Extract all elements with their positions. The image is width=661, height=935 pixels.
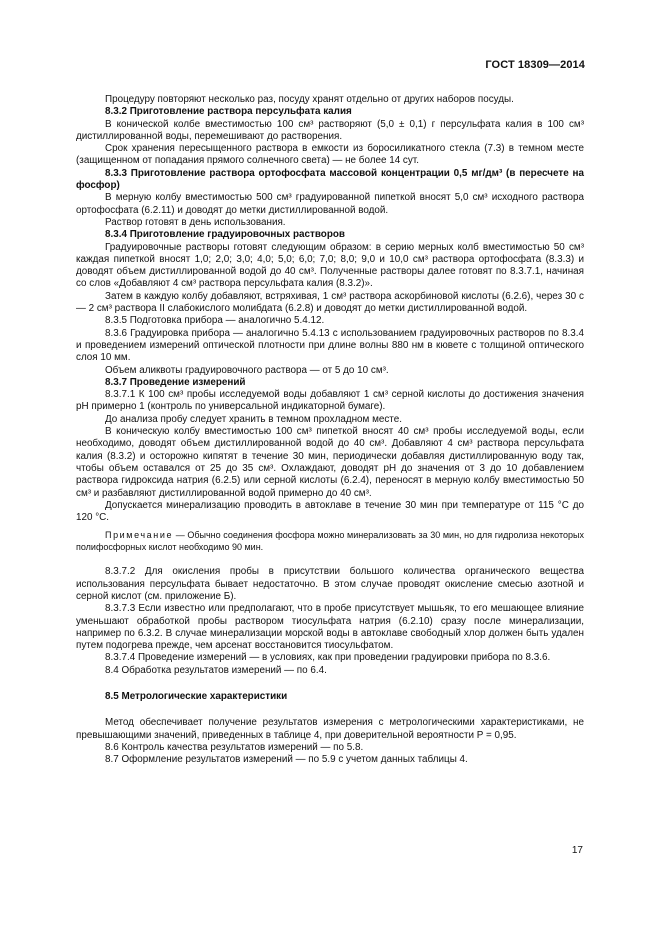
note-text: — Обычно соединения фосфора можно минерализовать за 30 мин, но для гидролиза некоторых полифосфорных кислот необходимо 90 мин. — [76, 530, 584, 552]
paragraph: В конической колбе вместимостью 100 см³ растворяют (5,0 ± 0,1) г персульфата калия в 100 см³ дистиллированной воды, перемешивают до растворения. — [76, 118, 584, 142]
section-heading-8-3-7: 8.3.7 Проведение измерений — [105, 376, 246, 388]
paragraph: Градуировочные растворы готовят следующим образом: в серию мерных колб вместимостью 50 см³ каждая пипеткой вносят 1,0; 2,0; 3,0; 4,0; 5,0; 6,0; 7,0; 8,0; 9,0 и 10,0 см³ раствора ортофосфата (8.3.3) и доводят объем дистиллированной водой до 40 см³. Полученные растворы далее готовят по 8.3.7.1, начиная со слов «Добавляют 4 см³ раствора персульфата калия (8.3.2)». — [76, 241, 584, 290]
paragraph: Срок хранения пересыщенного раствора в емкости из боросиликатного стекла (7.3) в темном месте (защищенном от попадания прямого солнечного света) — не более 14 сут. — [76, 143, 584, 167]
paragraph: 8.3.7.3 Если известно или предполагают, что в пробе присутствует мышьяк, то его мешающее влияние уменьшают обработкой пробы раствором тиосульфата натрия (6.2.10) сразу после минерализации, например по 6.3.2. В случае минерализации морской воды в автоклаве свободный хлор должен быть удален путем подогрева прежде, чем арсенат восстановится тиосульфатом. — [76, 603, 584, 652]
paragraph: 8.3.6 Градуировка прибора — аналогично 5.4.13 с использованием градуировочных растворов по 8.3.4 и проведением измерений оптической плотности при длине волны 880 нм в кювете с толщиной оптического слоя 10 мм. — [76, 327, 584, 364]
page-body — [76, 94, 584, 767]
paragraph: В коническую колбу вместимостью 100 см³ пипеткой вносят 40 см³ пробы исследуемой воды, если необходимо, доводят объем дистиллированной водой до 40 см³. Добавляют 4 см³ раствора персульфата калия (8.3.2) и осторожно кипятят в течение 30 мин, периодически добавляя дистиллированную воду так, чтобы объем оставался от 25 до 35 см³. Охлаждают, доводят pH до значения от 3 до 10 добавлением раствора гидроксида натрия (6.2.5) или серной кислоты (6.2.4), переносят в мерную колбу вместимостью 50 см³ и разбавляют дистиллированной водой примерно до 40 см³. — [76, 426, 584, 499]
paragraph: Допускается минерализацию проводить в автоклаве в течение 30 мин при температуре от 115 °С до 120 °С. — [76, 499, 584, 524]
note-label: Примечание — [105, 530, 174, 541]
section-heading-8-3-3: 8.3.3 Приготовление раствора ортофосфата массовой концентрации 0,5 мг/дм³ (в пересчете на фосфор) — [76, 167, 584, 192]
page-number: 17 — [571, 845, 583, 856]
paragraph: 8.4 Обработка результатов измерений — по 6.4. — [105, 664, 327, 676]
paragraph: Затем в каждую колбу добавляют, встряхивая, 1 см³ раствора аскорбиновой кислоты (6.2.6), через 30 с — 2 см³ раствора II слабокислого молибдата (6.2.8) и доводят до метки дистиллированной водой. — [76, 290, 584, 315]
note — [76, 530, 584, 553]
paragraph: 8.6 Контроль качества результатов измерений — по 5.8. — [105, 741, 364, 753]
paragraph: Метод обеспечивает получение результатов измерения с метрологическими характеристиками, не превышающими значений, приведенных в таблице 4, при доверительной вероятности Р = 0,95. — [76, 717, 584, 741]
paragraph: 8.3.7.2 Для окисления пробы в присутствии большого количества органического вещества использования персульфата бывает недостаточно. В этом случае проводят окисление смесью азотной и серной кислот (см. приложение Б). — [76, 566, 584, 602]
paragraph: Процедуру повторяют несколько раз, посуду хранят отдельно от других наборов посуды. — [105, 94, 514, 105]
section-heading-8-5: 8.5 Метрологические характеристики — [105, 691, 288, 703]
section-heading-8-3-4: 8.3.4 Приготовление градуировочных растворов — [105, 229, 345, 241]
paragraph: В мерную колбу вместимостью 500 см³ градуированной пипеткой вносят 5,0 см³ исходного раствора ортофосфата (6.2.11) и доводят до метки дистиллированной водой. — [76, 192, 584, 216]
standard-code-header: ГОСТ 18309—2014 — [485, 59, 585, 71]
section-heading-8-3-2: 8.3.2 Приготовление раствора персульфата калия — [105, 106, 352, 118]
paragraph: 8.3.5 Подготовка прибора — аналогично 5.4.12. — [105, 315, 325, 327]
paragraph: 8.3.7.1 К 100 см³ пробы исследуемой воды добавляют 1 см³ серной кислоты до достижения значения pH примерно 1 (контроль по универсальной индикаторной бумаге). — [76, 389, 584, 413]
paragraph: 8.7 Оформление результатов измерений — по 5.9 с учетом данных таблицы 4. — [105, 754, 468, 766]
paragraph: До анализа пробу следует хранить в темном прохладном месте. — [105, 413, 402, 425]
paragraph: 8.3.7.4 Проведение измерений — в условиях, как при проведении градуировки прибора по 8.3.6. — [105, 652, 551, 664]
paragraph: Объем аликвоты градуировочного раствора — от 5 до 10 см³. — [105, 364, 389, 376]
paragraph: Раствор готовят в день использования. — [105, 216, 286, 228]
